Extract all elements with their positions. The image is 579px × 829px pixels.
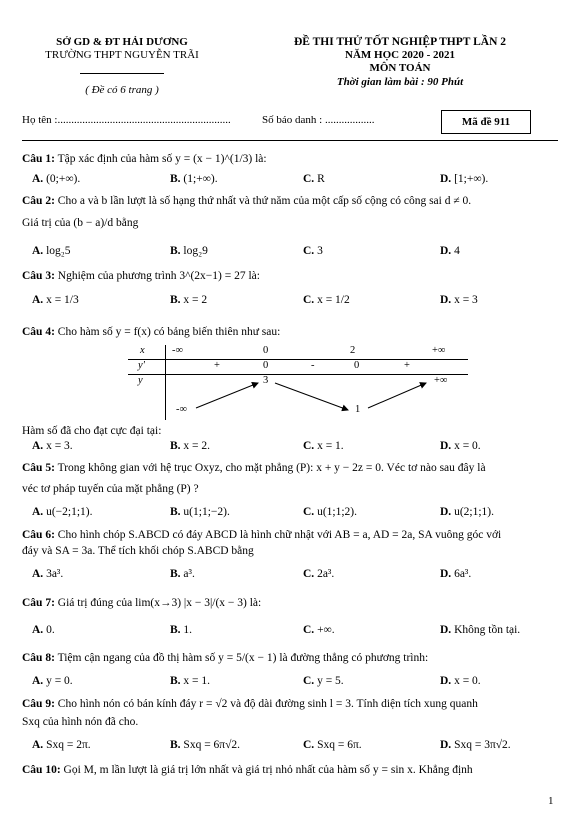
candidate-id-field: Số báo danh : .................. [262, 114, 375, 126]
table-label-y: y [138, 375, 143, 386]
question-7-text: Giá trị đúng của lim(x→3) |x − 3|/(x − 3) là: [57, 597, 262, 609]
x-value-pos-inf: +∞ [432, 345, 446, 356]
q7-option-a[interactable]: A. 0. [32, 624, 55, 636]
q1-option-c[interactable]: C. R [303, 173, 325, 185]
sign-plus-2: + [404, 360, 410, 371]
q5-option-a[interactable]: A. u(−2;1;1). [32, 506, 93, 518]
question-1-text: Tập xác định của hàm số y = (x − 1)^(1/3) là: [57, 153, 267, 165]
question-3: Câu 3: Nghiệm của phương trình 3^(2x−1) = 27 là: [22, 270, 260, 282]
q7-option-c[interactable]: C. +∞. [303, 624, 335, 636]
question-6-text-2: đáy và SA = 3a. Thể tích khối chóp S.ABCD bằng [22, 545, 254, 557]
question-6-text: Cho hình chóp S.ABCD có đáy ABCD là hình chữ nhật với AB = a, AD = 2a, SA vuông góc với [57, 529, 502, 541]
question-5: Câu 5: Trong không gian với hệ trục Oxyz, cho mặt phẳng (P): x + y − 2z = 0. Véc tơ nào sau đây là [22, 462, 486, 474]
q1-option-a[interactable]: A. (0;+∞). [32, 173, 81, 185]
y-value-pos-inf: +∞ [434, 375, 448, 386]
q4-option-b[interactable]: B. x = 2. [170, 440, 211, 452]
question-8-text: Tiệm cận ngang của đồ thị hàm số y = 5/(x − 1) là đường thẳng có phương trình: [57, 652, 429, 664]
q8-option-d[interactable]: D. x = 0. [440, 675, 481, 687]
time-limit: Thời gian làm bài : 90 Phút [336, 76, 464, 88]
question-2: Câu 2: Cho a và b lần lượt là số hạng thứ nhất và thứ năm của một cấp số cộng có công sai d ≠ 0. [22, 195, 472, 207]
question-4: Câu 4: Cho hàm số y = f(x) có bảng biến thiên như sau: [22, 326, 281, 338]
question-2-text: Cho a và b lần lượt là số hạng thứ nhất và thứ năm của một cấp số cộng có công sai d ≠ 0. [57, 195, 472, 207]
sign-minus: - [311, 360, 315, 371]
question-8: Câu 8: Tiệm cận ngang của đồ thị hàm số y = 5/(x − 1) là đường thẳng có phương trình: [22, 652, 429, 664]
q3-option-c[interactable]: C. x = 1/2 [303, 294, 350, 306]
question-7: Câu 7: Giá trị đúng của lim(x→3) |x − 3|/(x − 3) là: [22, 597, 262, 609]
table-label-x: x [140, 345, 145, 356]
arrow-decreasing [275, 383, 348, 410]
question-5-text-2: véc tơ pháp tuyến của mặt phẳng (P) ? [22, 483, 199, 495]
sign-zero-1: 0 [263, 360, 269, 371]
question-3-text: Nghiệm của phương trình 3^(2x−1) = 27 là: [57, 270, 260, 282]
y-value-neg-inf: -∞ [176, 404, 187, 415]
question-10: Câu 10: Gọi M, m lần lượt là giá trị lớn nhất và giá trị nhỏ nhất của hàm số y = sin x. Khẳng định [22, 764, 473, 776]
question-9-text: Cho hình nón có bán kính đáy r = √2 và độ dài đường sinh l = 3. Tính diện tích xung quanh [57, 698, 478, 710]
q6-option-c[interactable]: C. 2a³. [303, 568, 335, 580]
question-10-text: Gọi M, m lần lượt là giá trị lớn nhất và giá trị nhỏ nhất của hàm số y = sin x. Khẳng định [63, 764, 473, 776]
x-value-0: 0 [263, 345, 269, 356]
q2-option-b[interactable]: B. log₂9 [170, 245, 208, 257]
q2-option-a[interactable]: A. log₂5 [32, 245, 71, 257]
arrow-increasing-1 [196, 383, 258, 408]
q8-option-b[interactable]: B. x = 1. [170, 675, 211, 687]
question-5-text: Trong không gian với hệ trục Oxyz, cho mặt phẳng (P): x + y − 2z = 0. Véc tơ nào sau đây là [57, 462, 486, 474]
question-9: Câu 9: Cho hình nón có bán kính đáy r = √2 và độ dài đường sinh l = 3. Tính diện tích xung quanh [22, 698, 478, 710]
q5-option-b[interactable]: B. u(1;1;−2). [170, 506, 230, 518]
q3-option-d[interactable]: D. x = 3 [440, 294, 478, 306]
sign-plus-1: + [214, 360, 220, 371]
q2-option-c[interactable]: C. 3 [303, 245, 323, 257]
q8-option-c[interactable]: C. y = 5. [303, 675, 344, 687]
question-2-text-2: Giá trị của (b − a)/d bằng [22, 217, 139, 229]
q1-option-d[interactable]: D. [1;+∞). [440, 173, 489, 185]
q4-option-a[interactable]: A. x = 3. [32, 440, 73, 452]
question-4-text: Cho hàm số y = f(x) có bảng biến thiên như sau: [57, 326, 281, 338]
sign-zero-2: 0 [354, 360, 360, 371]
q9-option-d[interactable]: D. Sxq = 3π√2. [440, 739, 511, 751]
q4-option-c[interactable]: C. x = 1. [303, 440, 344, 452]
q6-option-d[interactable]: D. 6a³. [440, 568, 472, 580]
candidate-name-field: Họ tên :............................................................... [22, 114, 231, 126]
y-value-3: 3 [263, 375, 269, 386]
q8-option-a[interactable]: A. y = 0. [32, 675, 73, 687]
school-year: NĂM HỌC 2020 - 2021 [345, 49, 455, 61]
q3-option-a[interactable]: A. x = 1/3 [32, 294, 79, 306]
question-4-text-2: Hàm số đã cho đạt cực đại tại: [22, 425, 162, 437]
q7-option-d[interactable]: D. Không tồn tại. [440, 624, 521, 636]
x-value-2: 2 [350, 345, 356, 356]
pages-note: ( Đề có 6 trang ) [85, 84, 159, 96]
q1-option-b[interactable]: B. (1;+∞). [170, 173, 218, 185]
q5-option-d[interactable]: D. u(2;1;1). [440, 506, 494, 518]
table-label-dy: y' [138, 360, 145, 371]
q2-option-d[interactable]: D. 4 [440, 245, 460, 257]
y-value-1: 1 [355, 404, 361, 415]
subject: MÔN TOÁN [369, 62, 431, 74]
x-value-neg-inf: -∞ [172, 345, 183, 356]
question-9-text-2: Sxq của hình nón đã cho. [22, 716, 139, 728]
arrow-increasing-2 [368, 383, 426, 408]
page-number: 1 [548, 795, 554, 807]
q6-option-a[interactable]: A. 3a³. [32, 568, 64, 580]
q9-option-c[interactable]: C. Sxq = 6π. [303, 739, 362, 751]
school-department: SỞ GD & ĐT HẢI DƯƠNG [56, 36, 188, 48]
q4-option-d[interactable]: D. x = 0. [440, 440, 481, 452]
school-name: TRƯỜNG THPT NGUYỄN TRÃI [45, 49, 199, 61]
q6-option-b[interactable]: B. a³. [170, 568, 195, 580]
q3-option-b[interactable]: B. x = 2 [170, 294, 208, 306]
q9-option-a[interactable]: A. Sxq = 2π. [32, 739, 91, 751]
question-6: Câu 6: Cho hình chóp S.ABCD có đáy ABCD là hình chữ nhật với AB = a, AD = 2a, SA vuông góc với [22, 529, 502, 541]
q9-option-b[interactable]: B. Sxq = 6π√2. [170, 739, 241, 751]
question-1: Câu 1: Tập xác định của hàm số y = (x − 1)^(1/3) là: [22, 153, 267, 165]
exam-title: ĐỀ THI THỬ TỐT NGHIỆP THPT LẦN 2 [293, 36, 507, 48]
q7-option-b[interactable]: B. 1. [170, 624, 193, 636]
exam-code-box: Mã đề 911 [441, 110, 531, 134]
q5-option-c[interactable]: C. u(1;1;2). [303, 506, 357, 518]
